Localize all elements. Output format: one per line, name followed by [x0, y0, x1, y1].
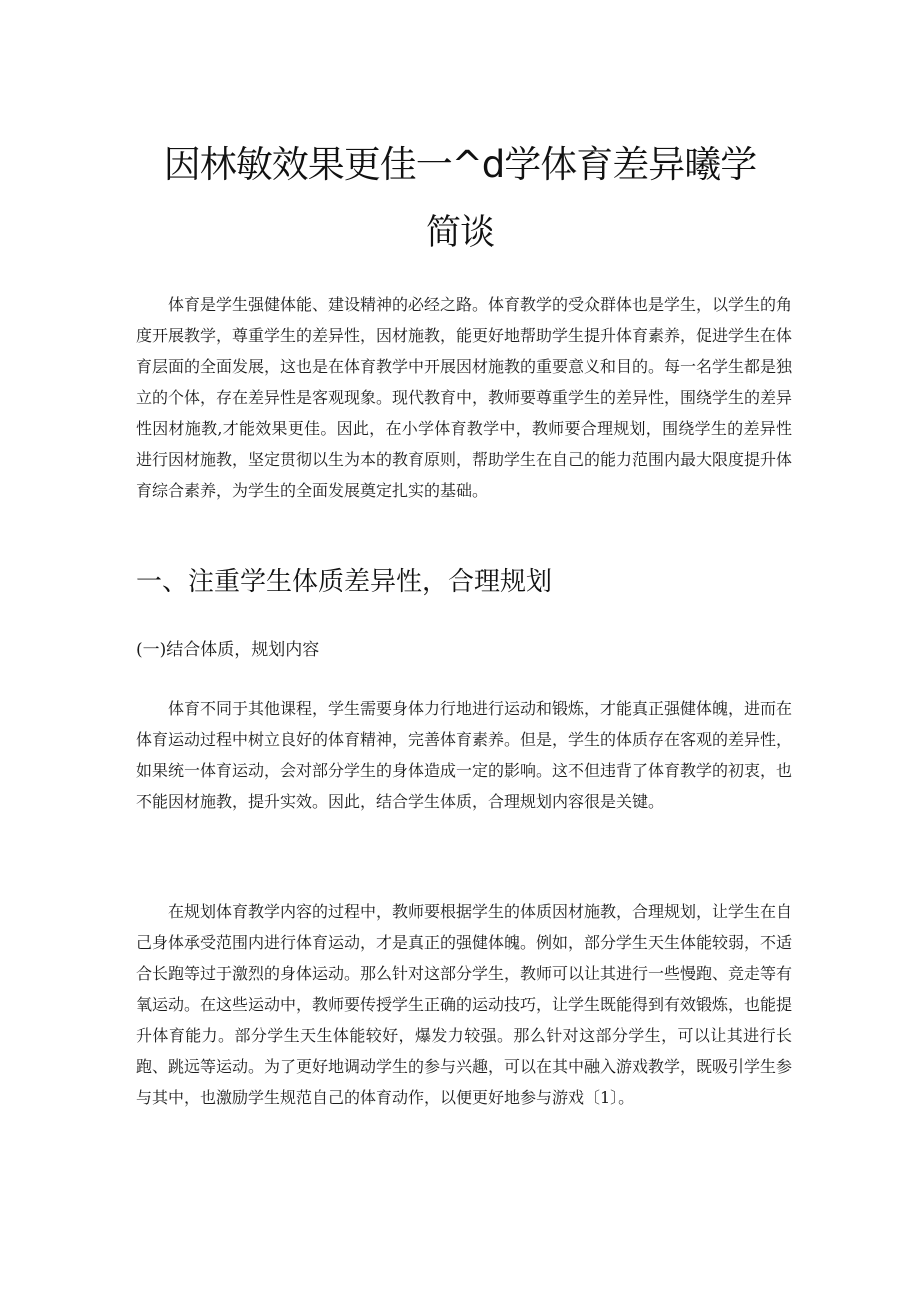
document-title-line1: 因林敏效果更佳一^d学体育差异曦学	[163, 143, 757, 186]
section-heading: 一、注重学生体质差异性，合理规划	[136, 567, 553, 597]
document-title-line2: 简谈	[425, 213, 494, 253]
body-paragraph: 在规划体育教学内容的过程中，教师要根据学生的体质因材施教，合理规划，让学生在自己身体承受范围内进行体育运动，才是真正的强健体魄。例如，部分学生天生体能较弱，不适合长跑等过于激烈的身体运动。那么针对这部分学生，教师可以让其进行一些慢跑、竞走等有氧运动。在这些运动中，教师要传授学生正确的运动技巧，让学生既能得到有效锻炼，也能提升体育能力。部分学生天生体能较好，爆发力较强。那么针对这部分学生，可以让其进行长跑、跳远等运动。为了更好地调动学生的参与兴趣，可以在其中融入游戏教学，既吸引学生参与其中，也激励学生规范自己的体育动作，以便更好地参与游戏〔1〕。	[136, 902, 793, 1107]
subsection-heading: (一)结合体质，规划内容	[136, 640, 320, 660]
intro-paragraph: 体育是学生强健体能、建设精神的必经之路。体育教学的受众群体也是学生，以学生的角度开展教学，尊重学生的差异性，因材施教，能更好地帮助学生提升体育素养，促进学生在体育层面的全面发展，这也是在体育教学中开展因材施教的重要意义和目的。每一名学生都是独立的个体，存在差异性是客观现象。现代教育中，教师要尊重学生的差异性，围绕学生的差异性因材施教,才能效果更佳。因此，在小学体育教学中，教师要合理规划，围绕学生的差异性进行因材施教，坚定贯彻以生为本的教育原则，帮助学生在自己的能力范围内最大限度提升体育综合素养，为学生的全面发展奠定扎实的基础。	[136, 295, 793, 500]
body-paragraph: 体育不同于其他课程，学生需要身体力行地进行运动和锻炼，才能真正强健体魄，进而在体育运动过程中树立良好的体育精神，完善体育素养。但是，学生的体质存在客观的差异性，如果统一体育运动，会对部分学生的身体造成一定的影响。这不但违背了体育教学的初衷，也不能因材施教，提升实效。因此，结合学生体质，合理规划内容很是关键。	[136, 699, 793, 811]
